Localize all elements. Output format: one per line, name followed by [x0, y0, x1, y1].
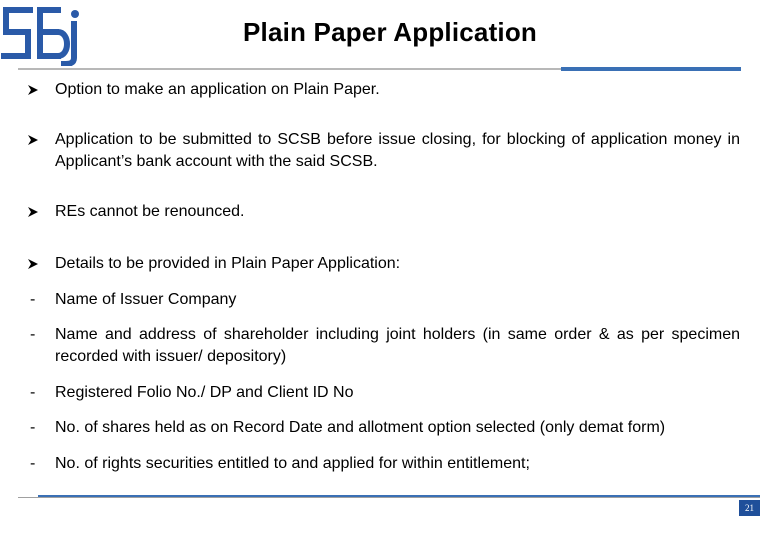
list-item-text: Option to make an application on Plain Paper.	[55, 81, 380, 98]
footer-divider	[18, 497, 760, 498]
list-item-text: REs cannot be renounced.	[55, 203, 245, 220]
list-item-text: No. of shares held as on Record Date and allotment option selected (only demat form)	[55, 419, 666, 436]
list-item-text: Registered Folio No./ DP and Client ID No	[55, 384, 354, 401]
dash-marker: -	[30, 419, 36, 436]
page-number: 21	[739, 500, 760, 516]
list-item-text: No. of rights securities entitled to and applied for within entitlement;	[55, 455, 530, 472]
dash-marker: -	[30, 384, 36, 401]
arrow-icon	[27, 79, 51, 96]
dash-marker: -	[30, 455, 36, 472]
list-item-text: Details to be provided in Plain Paper Application:	[55, 255, 401, 272]
page-title: Plain Paper Application	[242, 17, 538, 47]
dash-marker: -	[30, 291, 36, 308]
list-item-text: Application to be submitted to SCSB before issue closing, for blocking of application money in Applicant’s bank account with the said SCSB.	[55, 131, 740, 170]
list-item-text: Name and address of shareholder including joint holders (in same order & as per specimen recorded with issuer/ depository)	[55, 326, 740, 365]
arrow-icon	[27, 129, 51, 146]
arrow-icon	[27, 201, 51, 218]
arrow-icon	[27, 253, 51, 270]
dash-marker: -	[30, 326, 36, 343]
list-item-text: Name of Issuer Company	[55, 291, 237, 308]
